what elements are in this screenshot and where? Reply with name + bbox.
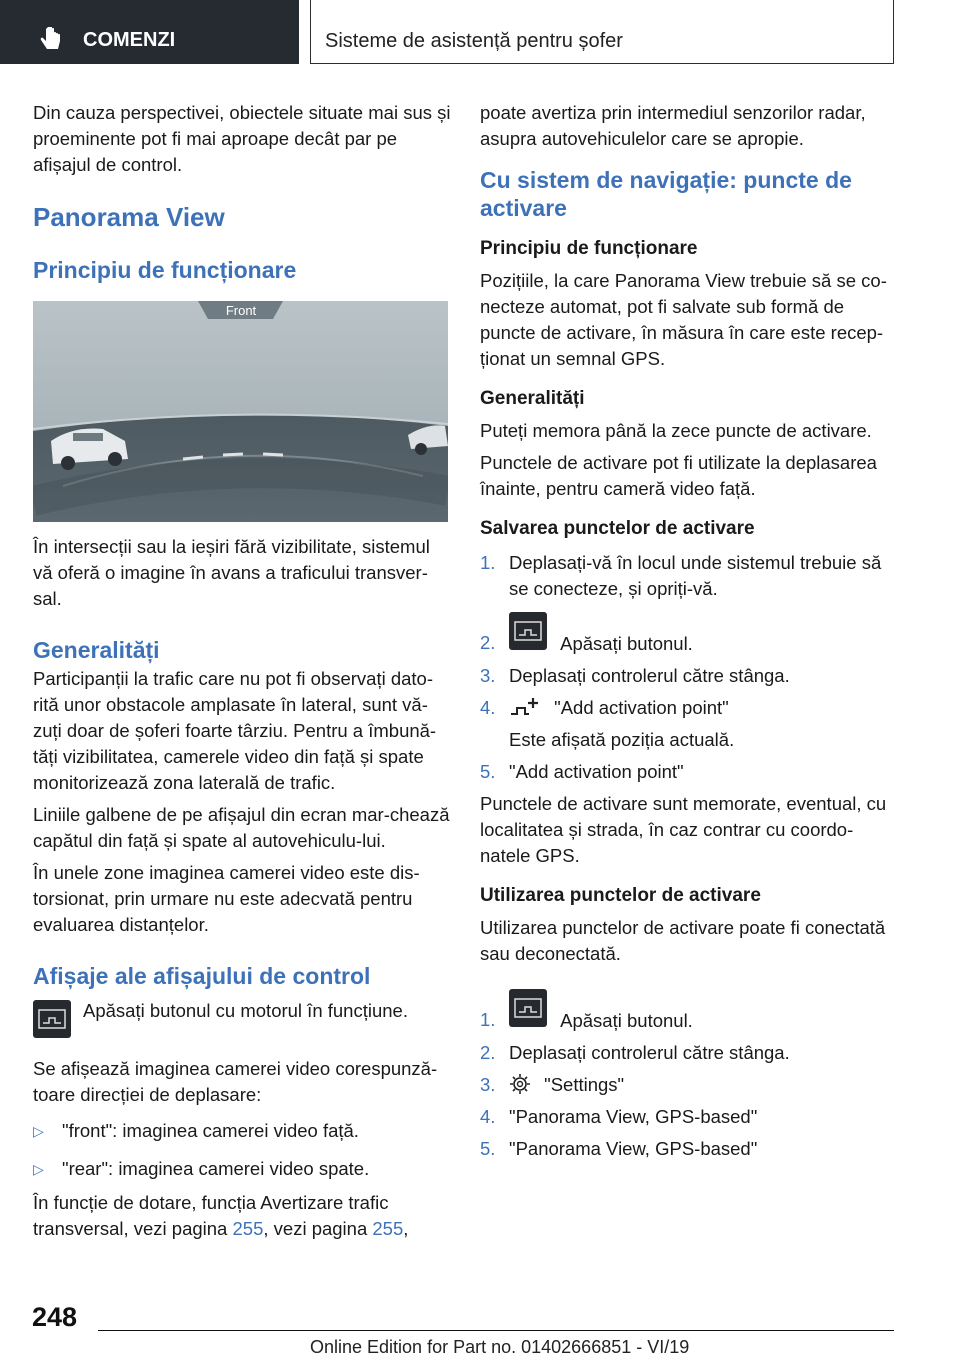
intro-paragraph: Din cauza perspectivei, obiectele situate mai sus și proeminente pot fi mai aproape decât par pe afișajul de control. xyxy=(33,102,451,175)
save-step-2: 2. Apăsați butonul. xyxy=(480,612,900,657)
general-paragraph-3: În unele zone imaginea camerei video este dis-torsionat, prin urmare nu este adecvată pentru evaluarea distanțelor. xyxy=(33,862,420,935)
heading-general: Generalități xyxy=(33,637,160,663)
page-link-255[interactable]: 255 xyxy=(232,1218,264,1239)
heading-use: Utilizarea punctelor de activare xyxy=(480,884,761,906)
save-after-paragraph: Punctele de activare sunt memorate, eventual, cu localitatea și strada, în caz contrar cu coordo-natele GPS. xyxy=(480,792,887,866)
left-column xyxy=(33,100,453,1242)
use-step-1: 1. Apăsați butonul. xyxy=(480,989,900,1034)
edition-text: Online Edition for Part no. 01402666851 - VI/19 xyxy=(310,1337,690,1357)
section-title: Sisteme de asistență pentru șofer xyxy=(325,30,623,52)
use-step-3: 3. "Settings" xyxy=(480,1073,625,1095)
camera-button-icon xyxy=(33,1000,71,1038)
chapter-tab-label: COMENZI xyxy=(83,29,176,51)
chapter-tab[interactable] xyxy=(0,0,299,64)
gear-icon xyxy=(509,1073,531,1095)
cross-traffic-paragraph: În funcție de dotare, funcția Avertizare trafic transversal, vezi pagina 255, vezi pagina 255, xyxy=(33,1192,409,1239)
display-paragraph-2: Se afișează imaginea camerei video corespunză-toare direcției de deplasare: xyxy=(33,1058,438,1105)
heading-panorama-view: Panorama View xyxy=(33,202,225,232)
save-step-4: 4. "Add activation point" xyxy=(480,696,729,718)
heading-display: Afișaje ale afișajului de control xyxy=(33,963,371,989)
general-paragraph-2: Liniile galbene de pe afișajul din ecran mar-chează capătul din față și spate al autovehiculu-lui. xyxy=(33,804,450,851)
triangle-bullet-icon: ▷ xyxy=(33,1123,44,1139)
page-link-255-b[interactable]: 255 xyxy=(372,1218,404,1239)
save-step-5: 5. "Add activation point" xyxy=(480,760,684,782)
save-step-3: 3. Deplasați controlerul către stânga. xyxy=(480,664,790,686)
triangle-bullet-icon: ▷ xyxy=(33,1161,44,1177)
general-nav-paragraph-1: Puteți memora până la zece puncte de activare. xyxy=(480,420,872,441)
use-paragraph: Utilizarea punctelor de activare poate fi conectată sau deconectată. xyxy=(480,916,886,964)
after-image-paragraph: În intersecții sau la ieșiri fără vizibilitate, sistemul vă oferă o imagine în avans a traficului transver-sal. xyxy=(33,536,430,609)
use-step-4: 4. "Panorama View, GPS-based" xyxy=(480,1105,758,1127)
heading-general-nav: Generalități xyxy=(480,388,585,409)
right-intro: poate avertiza prin intermediul senzorilor radar, asupra autovehiculelor care se apropie. xyxy=(480,102,866,149)
heading-principle-nav: Principiu de funcționare xyxy=(480,238,698,259)
save-step-4-sub: Este afișată poziția actuală. xyxy=(509,728,735,750)
use-step-5: 5. "Panorama View, GPS-based" xyxy=(480,1137,758,1159)
use-step-2: 2. Deplasați controlerul către stânga. xyxy=(480,1041,790,1063)
front-label: Front xyxy=(225,303,257,318)
heading-navigation: Cu sistem de navigație: puncte de activare xyxy=(480,167,852,221)
principle-paragraph: Pozițiile, la care Panorama View trebuie să se co-necteze automat, pot fi salvate sub formă de puncte de activare, în măsura în care este recep-ționat un semnal GPS. xyxy=(480,270,887,369)
page-number: 248 xyxy=(32,1302,78,1332)
display-instruction xyxy=(33,998,453,1042)
general-nav-paragraph-2: Punctele de activare pot fi utilizate la deplasarea înainte, pentru cameră video față. xyxy=(480,452,877,499)
general-paragraph-1: Participanții la trafic care nu pot fi observați dato-rită unor obstacole amplasate în lateral, sunt vă-zuți doar de șoferi foarte târziu. Pentru a îmbună-tăți vizibilitatea, camerele video din față și spate monitorizează zona laterală de trafic. xyxy=(33,668,437,793)
camera-button-icon xyxy=(509,989,547,1027)
camera-view-image xyxy=(33,301,448,522)
bullet-front: ▷ "front": imaginea camerei video față. xyxy=(33,1118,453,1144)
right-column xyxy=(480,100,900,1162)
heading-save: Salvarea punctelor de activare xyxy=(480,518,755,539)
bullet-rear: ▷ "rear": imaginea camerei video spate. xyxy=(33,1156,453,1182)
heading-principle: Principiu de funcționare xyxy=(33,257,297,283)
camera-button-icon xyxy=(509,612,547,650)
display-paragraph-1: Apăsați butonul cu motorul în funcțiune. xyxy=(83,1000,408,1021)
footer-divider xyxy=(98,1330,894,1331)
save-step-1: 1. Deplasați-vă în locul unde sistemul trebuie să se conecteze, și opriți-vă. xyxy=(480,552,882,599)
add-point-icon xyxy=(509,696,541,718)
section-header xyxy=(310,0,894,64)
hand-pointer-icon xyxy=(38,27,64,53)
